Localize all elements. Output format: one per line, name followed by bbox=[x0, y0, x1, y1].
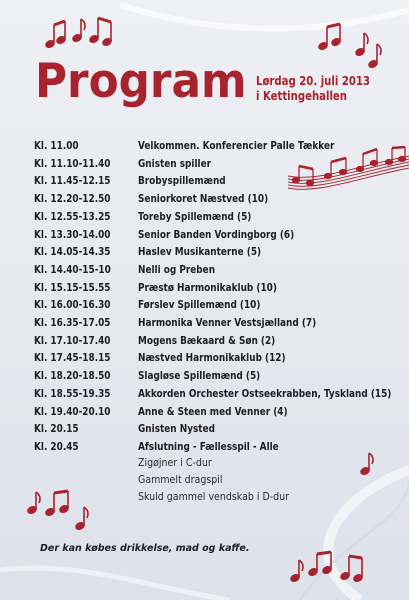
schedule-time: Kl. 12.55-13.25 bbox=[34, 209, 111, 223]
schedule-time: Kl. 19.40-20.10 bbox=[34, 404, 111, 418]
schedule-time: Kl. 17.45-18.15 bbox=[34, 351, 111, 365]
schedule-time: Kl. 18.20-18.50 bbox=[34, 369, 111, 383]
schedule-event: Førslev Spillemænd (10) bbox=[138, 298, 261, 312]
schedule-time: Kl. 13.30-14.00 bbox=[34, 227, 111, 241]
schedule-time: Kl. 14.40-15-10 bbox=[34, 262, 111, 276]
schedule-time: Kl. 11.10-11.40 bbox=[34, 156, 111, 170]
schedule-event: Præstø Harmonikaklub (10) bbox=[138, 280, 277, 294]
schedule-event: Anne & Steen med Venner (4) bbox=[138, 404, 288, 418]
page-title: Program bbox=[35, 54, 247, 109]
closing-song: Gammelt dragspil bbox=[138, 474, 223, 486]
schedule-event: Nelli og Preben bbox=[138, 262, 216, 276]
schedule-event: Harmonika Venner Vestsjælland (7) bbox=[138, 316, 317, 329]
schedule-time: Kl. 20.15 bbox=[34, 422, 79, 436]
music-notes-icon bbox=[316, 22, 386, 72]
schedule-event: Senior Banden Vordingborg (6) bbox=[138, 227, 295, 241]
music-note-icon bbox=[358, 451, 378, 477]
schedule-event: Toreby Spillemænd (5) bbox=[138, 209, 252, 223]
closing-song: Skuld gammel vendskab i D-dur bbox=[138, 491, 290, 503]
schedule-event: Velkommen. Konferencier Palle Tækker bbox=[138, 139, 335, 152]
schedule-time: Kl. 17.10-17.40 bbox=[34, 333, 111, 347]
music-notes-icon bbox=[26, 488, 96, 536]
schedule-time: Kl. 11.45-12.15 bbox=[34, 174, 111, 188]
event-date: Lørdag 20. juli 2013 bbox=[256, 73, 370, 88]
schedule-event: Gnisten Nysted bbox=[138, 422, 215, 436]
schedule-time: Kl. 15.15-15.55 bbox=[34, 280, 111, 294]
schedule-event: Haslev Musikanterne (5) bbox=[138, 245, 262, 259]
event-venue: i Kettingehallen bbox=[256, 88, 348, 103]
footer-note: Der kan købes drikkelse, mad og kaffe. bbox=[40, 543, 250, 554]
music-notes-icon bbox=[44, 12, 119, 52]
schedule-event: Mogens Bækaard & Søn (2) bbox=[138, 333, 276, 347]
schedule-time: Kl. 14.05-14.35 bbox=[34, 245, 111, 259]
event-date-venue bbox=[256, 73, 370, 103]
schedule-time: Kl. 11.00 bbox=[34, 139, 79, 152]
schedule-event: Slagløse Spillemænd (5) bbox=[138, 369, 261, 383]
schedule-event: Afslutning - Fællesspil - Alle bbox=[138, 439, 279, 453]
closing-song: Zigøjner i C-dur bbox=[138, 457, 212, 469]
schedule-event: Seniorkoret Næstved (10) bbox=[138, 192, 269, 206]
music-notes-icon bbox=[288, 548, 368, 588]
schedule-event: Akkorden Orchester Ostseekrabben, Tyskland (15) bbox=[138, 386, 392, 400]
schedule-time: Kl. 20.45 bbox=[34, 439, 79, 453]
music-staff-icon bbox=[288, 146, 409, 192]
schedule-event: Brobyspillemænd bbox=[138, 174, 226, 188]
schedule-event: Gnisten spiller bbox=[138, 156, 212, 170]
schedule-time: Kl. 12.20-12.50 bbox=[34, 192, 111, 206]
schedule-time: Kl. 18.55-19.35 bbox=[34, 386, 111, 400]
schedule-event: Næstved Harmonikaklub (12) bbox=[138, 351, 286, 365]
schedule-time: Kl. 16.00-16.30 bbox=[34, 298, 111, 312]
schedule-time: Kl. 16.35-17.05 bbox=[34, 316, 111, 329]
